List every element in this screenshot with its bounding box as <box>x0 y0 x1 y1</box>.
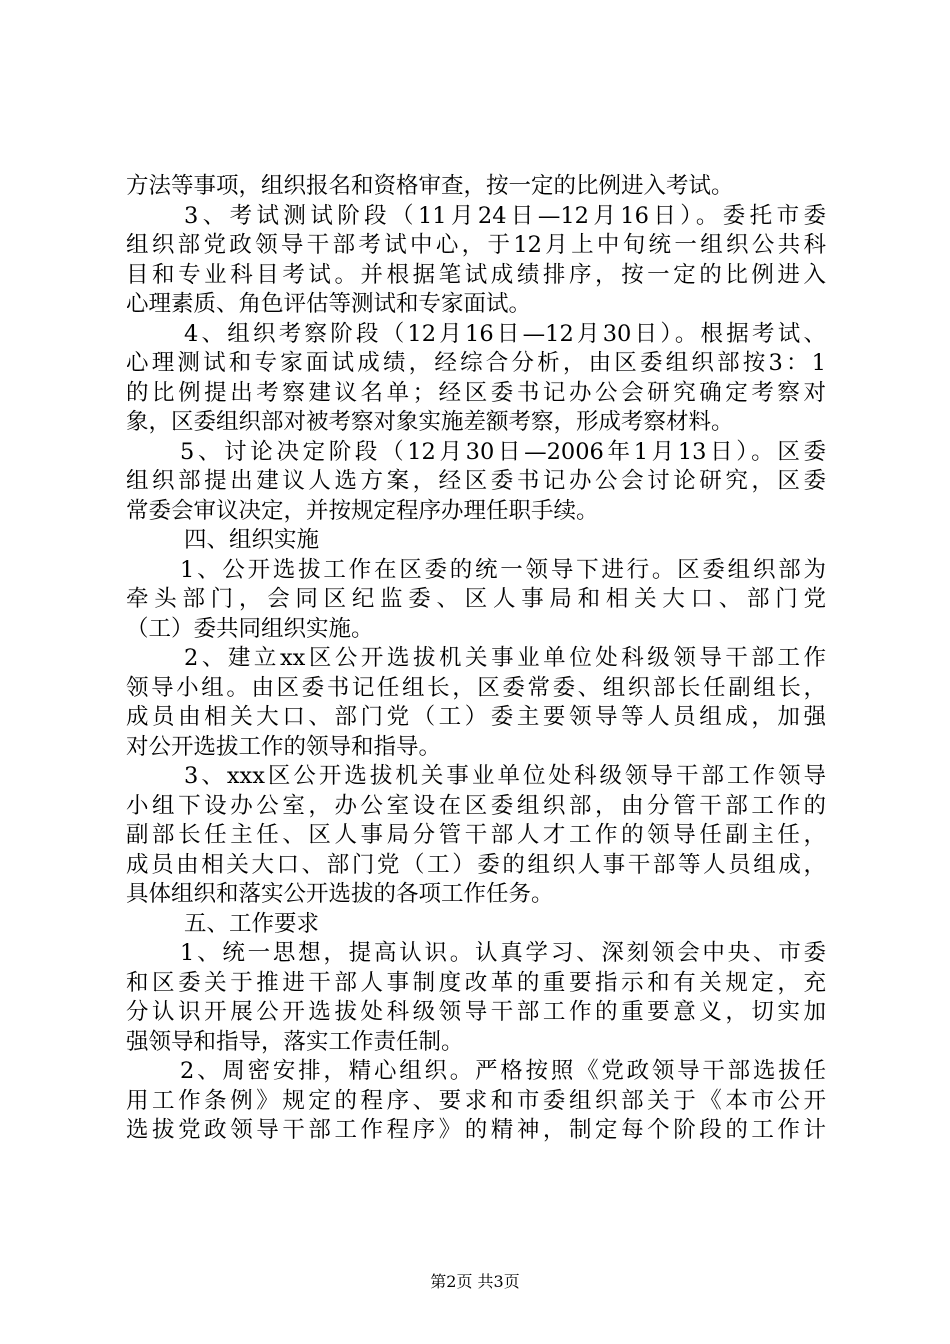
text-line: 领导小组。由区委书记任组长，区委常委、组织部长任副组长， <box>126 674 826 701</box>
text-line: 对公开选拔工作的领导和指导。 <box>126 733 442 760</box>
text-line: （工）委共同组织实施。 <box>126 615 374 642</box>
text-line: 小组下设办公室，办公室设在区委组织部，由分管干部工作的 <box>126 792 826 819</box>
text-line: 目和专业科目考试。并根据笔试成绩排序，按一定的比例进入 <box>126 261 826 288</box>
text-line: 成员由相关大口、部门党（工）委主要领导等人员组成，加强 <box>126 704 826 730</box>
text-line: 具体组织和落实公开选拔的各项工作任务。 <box>126 881 554 907</box>
text-line: 1、公开选拔工作在区委的统一领导下进行。区委组织部为 <box>180 556 826 583</box>
text-line: 成员由相关大口、部门党（工）委的组织人事干部等人员组成， <box>126 851 826 878</box>
text-line: 2、建立xx区公开选拔机关事业单位处科级领导干部工作 <box>184 645 826 671</box>
text-line: 四、组织实施 <box>184 527 320 553</box>
text-line: 5、讨论决定阶段（12月30日—2006年1月13日）。区委 <box>180 438 826 465</box>
text-line: 五、工作要求 <box>184 910 320 937</box>
text-line: 用工作条例》规定的程序、要求和市委组织部关于《本市公开 <box>126 1087 826 1114</box>
text-line: 选拔党政领导干部工作程序》的精神，制定每个阶段的工作计 <box>126 1117 826 1143</box>
text-line: 的比例提出考察建议名单；经区委书记办公会研究确定考察对 <box>126 379 826 406</box>
document-body <box>126 172 826 1146</box>
text-line: 和区委关于推进干部人事制度改革的重要指示和有关规定，充 <box>126 969 826 996</box>
text-line: 副部长任主任、区人事局分管干部人才工作的领导任副主任， <box>126 822 826 848</box>
text-line: 3、考试测试阶段（11月24日—12月16日）。委托市委 <box>184 202 826 229</box>
text-line: 强领导和指导，落实工作责任制。 <box>126 1028 464 1055</box>
text-line: 心理测试和专家面试成绩，经综合分析，由区委组织部按3：1 <box>126 350 826 376</box>
text-line: 2、周密安排，精心组织。严格按照《党政领导干部选拔任 <box>180 1058 826 1084</box>
text-line: 常委会审议决定，并按规定程序办理任职手续。 <box>126 497 599 524</box>
text-line: 组织部提出建议人选方案，经区委书记办公会讨论研究，区委 <box>126 468 826 494</box>
text-line: 组织部党政领导干部考试中心，于12月上中旬统一组织公共科 <box>126 232 826 258</box>
text-line: 分认识开展公开选拔处科级领导干部工作的重要意义，切实加 <box>126 999 826 1025</box>
text-line: 象，区委组织部对被考察对象实施差额考察，形成考察材料。 <box>126 409 734 435</box>
text-line: 心理素质、角色评估等测试和专家面试。 <box>126 291 532 317</box>
text-line: 方法等事项，组织报名和资格审查，按一定的比例进入考试。 <box>126 173 734 199</box>
text-line: 1、统一思想，提高认识。认真学习、深刻领会中央、市委 <box>180 940 826 966</box>
text-line: 牵头部门，会同区纪监委、区人事局和相关大口、部门党 <box>126 586 826 612</box>
page-footer: 第2页 共3页 <box>430 1272 520 1291</box>
text-line: 4、组织考察阶段（12月16日—12月30日）。根据考试、 <box>184 320 826 347</box>
text-line: 3、xxx区公开选拔机关事业单位处科级领导干部工作领导 <box>184 763 826 789</box>
